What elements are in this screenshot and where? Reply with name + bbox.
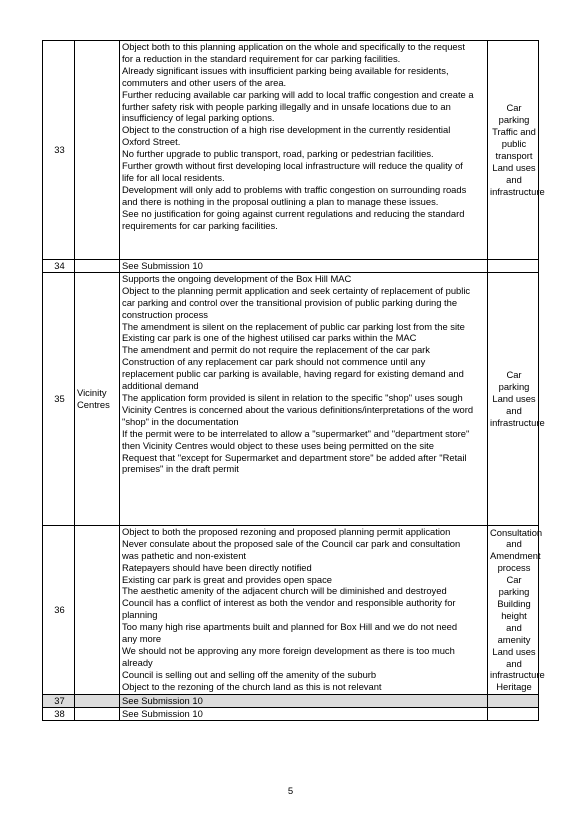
summary-line: insufficiency of legal parking options. [122,112,275,124]
table-row [43,41,539,260]
issues-cell [488,41,545,260]
submission-number: 35 [43,272,75,525]
submission-number: 37 [43,694,75,707]
summary-line: See Submission 10 [122,694,203,706]
submission-number: 38 [43,707,75,720]
issue-label: Car parking [498,102,530,126]
submitter-cell [75,525,120,694]
summary-line: Construction of any replacement car park should not commence until any [122,356,426,368]
issue-label: Traffic and [492,126,536,138]
summary-line: premises" in the draft permit [122,463,239,475]
summary-line: Existing car park is great and provides open space [122,573,333,585]
summary-line: requirements for car parking facilities. [122,219,278,231]
summary-line: Never consulate about the proposed sale of the Council car park and consultation [122,537,461,549]
summary-line: No further upgrade to public transport, road, parking or pedestrian facilities. [122,148,434,160]
submitter-cell [75,260,120,273]
summary-line: replacement public car parking is available, having regard for existing demand and [122,368,464,380]
summary-line: Council has a conflict of interest as both the vendor and responsible authority for [122,597,456,609]
table-row [43,272,539,525]
summary-line: Further reducing available car parking will add to local traffic congestion and create a [122,88,474,100]
submission-summary [120,694,488,707]
submissions-table-body [43,41,545,721]
issue-label: Land uses and [492,161,536,185]
submission-summary [120,260,488,273]
summary-line: See Submission 10 [122,260,203,271]
submission-summary [120,525,488,694]
summary-line: Object to the planning permit application and seek certainty of replacement of public [122,284,471,296]
issue-label: Amendment [490,550,541,562]
issue-label: Land uses and [492,645,536,669]
summary-line: Object to both the proposed rezoning and proposed planning permit application [122,525,451,537]
submitter-cell: Vicinity Centres [75,272,120,525]
issue-label: and amenity [497,621,531,645]
summary-line: Council is selling out and selling off the amenity of the suburb [122,668,377,680]
issue-label: Land uses and [492,392,536,416]
submission-number: 33 [43,41,75,260]
summary-line: Too many high rise apartments built and planned for Box Hill and we do not need [122,621,458,633]
issues-cell [488,260,539,273]
submission-summary [120,41,488,260]
submission-number: 34 [43,260,75,273]
summary-line: Ratepayers should have been directly notified [122,561,312,573]
summary-line: We should not be approving any more foreign development as there is too much [122,644,455,656]
issues-cell [488,272,545,525]
summary-line: The amendment is silent on the replacement of public car parking lost from the site [122,320,465,332]
issues-cell [488,525,545,694]
summary-line: was pathetic and non-existent [122,549,247,561]
summary-line: See no justification for going against current regulations and reducing the standard [122,207,465,219]
submission-summary [120,272,488,525]
summary-line: See Submission 10 [122,707,203,719]
summary-line: The aesthetic amenity of the adjacent church will be diminished and destroyed [122,585,447,597]
summary-line: car parking and control over the transitional provision of public parking during the [122,296,458,308]
summary-line: Request that "except for Supermarket and department store" be added after "Retail [122,451,467,463]
summary-line: Vicinity Centres is concerned about the various definitions/interpretations of the word [122,403,474,415]
issues-cell [488,707,539,720]
summary-line: already [122,656,153,668]
summary-line: commuters and other users of the area. [122,76,287,88]
table-row [43,694,539,707]
summary-line: If the permit were to be interrelated to allow a "supermarket" and "department store" [122,427,470,439]
issue-label: infrastructure [490,416,545,428]
issue-label: Heritage [496,681,532,693]
summary-line: Development will only add to problems with traffic congestion on surrounding roads [122,183,467,195]
summary-line: for a reduction in the standard requirement for car parking facilities. [122,52,401,64]
summary-line: Object both to this planning application on the whole and specifically to the request [122,41,465,52]
summary-line: and there is nothing in the proposal outlining a plan to manage these issues. [122,195,439,207]
issue-label: and [506,538,522,550]
summary-line: planning [122,609,158,621]
issue-label: Building height [497,598,531,621]
issue-label: Car parking [498,574,530,598]
issue-label: Consultation [490,526,543,538]
summary-line: Already significant issues with insufficient parking being available for residents, [122,64,449,76]
summary-line: Further growth without first developing local infrastructure will reduce the quality of [122,160,463,172]
table-row [43,260,539,273]
issue-label: Car parking [498,369,530,393]
submissions-table [42,40,545,721]
summary-line: Oxford Street. [122,136,181,148]
table-row [43,525,539,694]
issues-cell [488,694,539,707]
summary-line: then Vicinity Centres would object to these uses being permitted on the site [122,439,434,451]
summary-line: further safety risk with people parking illegally and in unsafe locations due to an [122,100,451,112]
summary-line: construction process [122,308,208,320]
issue-label: public transport [495,138,533,161]
summary-line: additional demand [122,380,199,392]
submitter-cell [75,694,120,707]
summary-line: The amendment and permit do not require the replacement of the car park [122,344,430,356]
summary-line: Existing car park is one of the highest utilised car parks within the MAC [122,332,417,344]
summary-line: "shop" in the documentation [122,415,239,427]
summary-line: Object to the rezoning of the church land as this is not relevant [122,680,382,692]
submitter-cell [75,707,120,720]
issue-label: infrastructure [490,669,545,681]
issue-label: infrastructure [490,185,545,197]
submission-summary [120,707,488,720]
summary-line: Supports the ongoing development of the Box Hill MAC [122,272,352,284]
submitter-cell [75,41,120,260]
summary-line: life for all local residents. [122,171,225,183]
summary-line: The application form provided is silent in relation to the specific "shop" uses sough [122,391,463,403]
page-number: 5 [287,786,294,797]
submission-number: 36 [43,525,75,694]
summary-line: any more [122,633,162,645]
issue-label: process [497,562,531,574]
summary-line: Object to the construction of a high rise development in the currently residential [122,124,451,136]
table-row [43,707,539,720]
